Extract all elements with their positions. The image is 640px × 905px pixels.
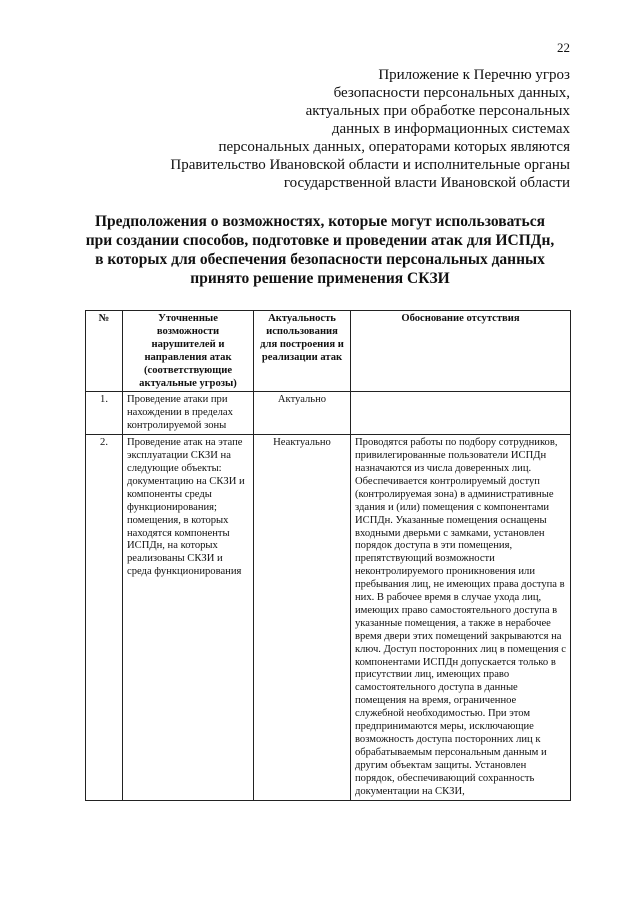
table-header-row [86, 311, 571, 392]
header-justification: Обоснование отсутствия [351, 311, 571, 392]
title-line: при создании способов, подготовке и проведении атак для ИСПДн, [85, 232, 555, 249]
title-line: в которых для обеспечения безопасности персональных данных [95, 251, 545, 268]
table-row [86, 392, 571, 435]
row-justification: Проводятся работы по подбору сотрудников, привилегированные пользователи ИСПДн назначаются из числа доверенных лиц. Обеспечивается контролируемый доступ (контролируемая зона) в административные здания и (или) помещения с компонентами ИСПДн. Указанные помещения оснащены входными дверьми с замками, установлен порядок доступа в эти помещения, препятствующий возможности неконтролируемого проникновения или пребывания лиц, не имеющих права доступа в них. В рабочее время в случае ухода лиц, имеющих право самостоятельного доступа в указанные помещения, а также в нерабочее время двери этих помещений закрываются на ключ. Доступ посторонних лиц в помещения с компонентами ИСПДн допускается только в присутствии лиц, имеющих право самостоятельного доступа в данные помещения на время, ограниченное служебной необходимостью. При этом предпринимаются меры, исключающие возможность доступа посторонних лиц к обрабатываемым персональным данным и другим объектам защиты. Установлен порядок, обеспечивающий сохранность документации на СКЗИ, [351, 435, 571, 800]
header-actuality: Актуальность использования для построения и реализации атак [254, 311, 351, 392]
row-number: 1. [86, 392, 123, 435]
page-number: 22 [557, 40, 570, 55]
appendix-line: данных в информационных системах [331, 121, 570, 137]
row-actuality: Неактуально [254, 435, 351, 800]
appendix-line: Правительство Ивановской области и исполнительные органы [170, 157, 570, 173]
header-number: № [86, 311, 123, 392]
appendix-line: безопасности персональных данных, [333, 85, 570, 101]
row-capability: Проведение атак на этапе эксплуатации СКЗИ на следующие объекты: документацию на СКЗИ и компоненты среды функционирования; помещения, в которых находятся компоненты ИСПДн, на которых реализованы СКЗИ и среда функционирования [123, 435, 254, 800]
table-row [86, 435, 571, 800]
row-justification [351, 392, 571, 435]
header-capabilities: Уточненные возможности нарушителей и направления атак (соответствующие актуальные угрозы) [123, 311, 254, 392]
document-title [70, 212, 570, 288]
threats-table [85, 310, 571, 801]
appendix-line: актуальных при обработке персональных [305, 103, 570, 119]
appendix-line: Приложение к Перечню угроз [378, 67, 570, 83]
title-line: Предположения о возможностях, которые могут использоваться [95, 213, 545, 230]
appendix-line: государственной власти Ивановской области [283, 175, 570, 191]
appendix-line: персональных данных, операторами которых являются [218, 139, 570, 155]
row-number: 2. [86, 435, 123, 800]
row-capability: Проведение атаки при нахождении в пределах контролируемой зоны [123, 392, 254, 435]
title-line: принято решение применения СКЗИ [190, 270, 450, 287]
row-actuality: Актуально [254, 392, 351, 435]
appendix-header [150, 66, 570, 192]
